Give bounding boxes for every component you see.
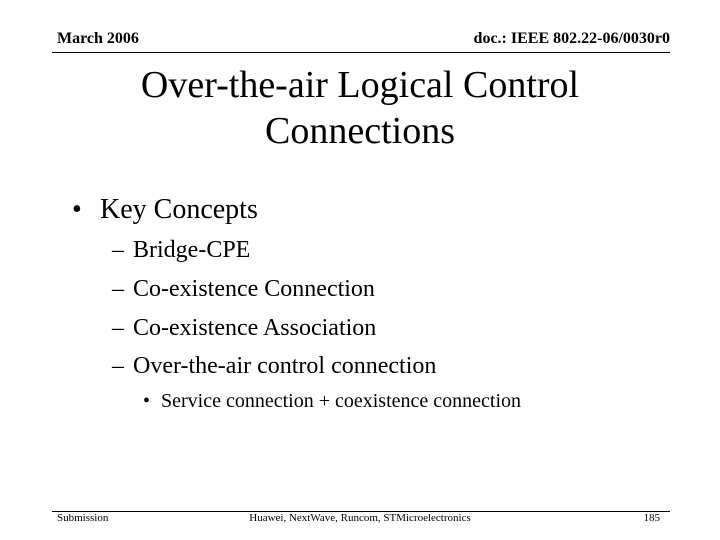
header-doc-id: doc.: IEEE 802.22-06/0030r0 [473, 30, 670, 47]
sub-sub-item-service-connection [143, 388, 521, 414]
dash-icon: – [112, 315, 124, 341]
bullet-key-concepts-text: Key Concepts [100, 194, 258, 225]
sub-item-coexistence-connection [112, 274, 375, 304]
sub-item-bridge-cpe [112, 235, 250, 265]
slide-title [60, 62, 660, 154]
sub-sub-item-text: Service connection + coexistence connection [161, 390, 522, 412]
sub-item-text: Co-existence Connection [133, 276, 375, 302]
footer-page-number: 185 [643, 512, 660, 524]
sub-item-text: Bridge-CPE [133, 237, 251, 263]
sub-item-text: Co-existence Association [133, 315, 377, 341]
footer-authors: Huawei, NextWave, Runcom, STMicroelectronics [249, 512, 471, 524]
dash-icon: – [112, 353, 124, 379]
header-date: March 2006 [57, 30, 139, 47]
bullet-icon: • [143, 390, 151, 412]
dash-icon: – [112, 276, 124, 302]
sub-item-coexistence-association [112, 313, 376, 343]
dash-icon: – [112, 237, 124, 263]
slide-title-line-2: Connections [265, 110, 455, 152]
footer-submission: Submission [57, 512, 109, 524]
sub-item-ota-control-connection [112, 351, 436, 381]
bullet-icon: • [72, 194, 82, 225]
sub-item-text: Over-the-air control connection [133, 353, 437, 379]
bullet-key-concepts [72, 193, 258, 227]
slide-title-line-1: Over-the-air Logical Control [140, 64, 580, 106]
header-divider [52, 52, 670, 53]
